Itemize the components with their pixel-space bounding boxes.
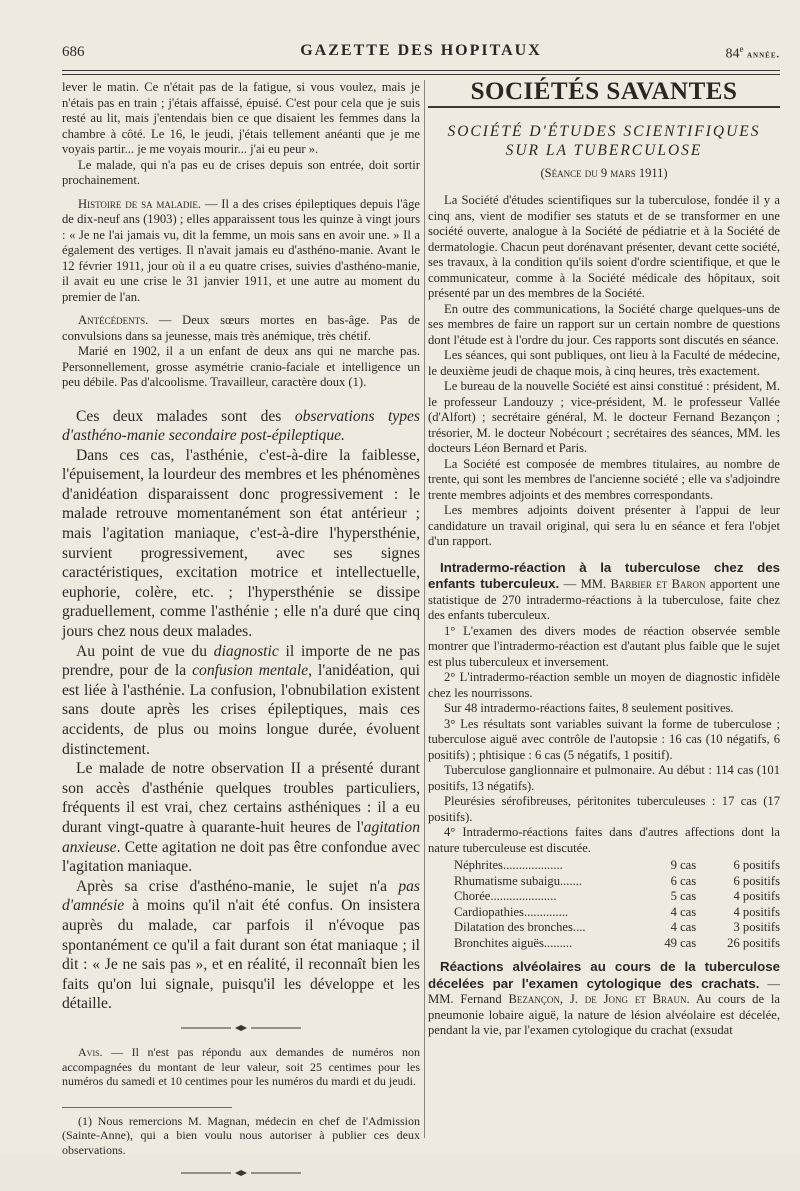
paragraph: Le bureau de la nouvelle Société est ainsi constitué : président, M. le professeur Landouzy ; vice-président, M. le professeur Vallée (d'Alfort) ; secrétaire général, M. le docteur Fernand Bezançon ; trésorier, M. le docteur Nobécourt ; secrétaires des séances, MM. les docteurs Léon Bernard et Paris. — [428, 379, 780, 455]
ornament-divider-bottom — [62, 1167, 420, 1183]
antecedents-heading: Antécédents. — [78, 313, 149, 327]
paragraph: En outre des communications, la Société charge quelques-uns de ses membres de faire un rapport sur un certain nombre de questions dont l'étude est à l'ordre du jour. Ces rapports sont discutés en séance. — [428, 301, 780, 347]
discussion-block — [62, 407, 420, 1014]
footnote: (1) Nous remercions M. Magnan, médecin en chef de l'Admission (Sainte-Anne), qui a bien voulu nous autoriser à publier ces deux observations. — [62, 1113, 420, 1157]
history-heading: Histoire de sa maladie. — [78, 196, 202, 211]
section-title: SOCIÉTÉS SAVANTES — [470, 78, 738, 105]
table-row: Chorée..................... 5 cas 4 positifs — [454, 889, 780, 903]
notice-paragraph: Avis. — Il n'est pas répondu aux demandes de numéros non accompagnées du montant de leur valeur, soit 25 centimes pour les numéros du samedi et 10 centimes pour les numéros du mardi et du jeudi. — [62, 1045, 420, 1089]
paragraph: 2° L'intradermo-réaction semble un moyen de diagnostic infidèle chez les nourrissons. — [428, 670, 780, 700]
communication-1-title: Intradermo-réaction à la tuberculose chez des enfants tuberculeux. — [428, 559, 780, 591]
table-row: Cardiopathies.............. 4 cas 4 positifs — [454, 904, 780, 919]
paragraph: Dans ces cas, l'asthénie, c'est-à-dire la faiblesse, l'épuisement, la lourdeur des membres et les phénomènes d'anidéation disparaissent donc progressivement : le malade retrouve momentanément son état antérieur ; mais l'agitation maniaque, c'est-à-dire l'hypersthénie, survient progressivement, avec ses signes caractéristiques, excitation motrice et intellectuelle, euphorie, colère, etc. ; l'hypersthénie se dissipe graduellement, comme l'asthénie ; elle n'a duré que cinq jours chez nous deux malades. — [62, 446, 420, 641]
paragraph: 1° L'examen des divers modes de réaction observée semble montrer que l'intradermo-réaction est d'autant plus faible que le sujet est plus tuberculeux et inversement. — [428, 623, 780, 669]
right-column — [428, 80, 780, 1039]
page-number: 686 — [62, 44, 85, 60]
paragraph: Pleurésies sérofibreuses, péritonites tuberculeuses : 17 cas (17 positifs). — [428, 794, 780, 824]
column-separator — [424, 80, 425, 1138]
left-column — [62, 80, 420, 1191]
communication-1: Intradermo-réaction à la tuberculose chez des enfants tuberculeux. — MM. Barbier et Baron apportent une statistique de 270 intradermo-réactions à la tuberculose, faite chez des enfants tuberculeux. — [428, 559, 780, 622]
table-row: Bronchites aiguës......... 49 cas 26 positifs — [454, 935, 780, 950]
paragraph: Au point de vue du diagnostic il importe de ne pas prendre, pour de la confusion mentale, l'anidéation, qui est liée à l'asthénie. La confusion, l'obnubilation existent sans doute après les crises épileptiques, mais ces accidents, de plus ou moins longue durée, évoluent distinctement. — [62, 642, 420, 758]
footnote-rule — [62, 1107, 232, 1108]
paragraph: 3° Les résultats sont variables suivant la forme de tuberculose ; tuberculose aiguë avec contrôle de l'autopsie : 16 cas (10 négatifs, 6 positifs) ; phtisique : 6 cas (5 négatifs, 1 positif). — [428, 716, 780, 762]
year-label: 84e année. — [725, 44, 780, 62]
paragraph: lever le matin. Ce n'était pas de la fatigue, si vous voulez, mais je n'étais pas en train ; j'étais affaissé, épuisé. C'est pour cela que je suis resté au lit, mais j'entendais bien ce que disaient les femmes dans la chambre à côté. Le 16, le jeudi, j'étais tellement anéanti que je me voyais partir... je me voyais mourir... j'ai eu peur ». — [62, 80, 420, 156]
results-table — [454, 858, 780, 951]
communication-2-title: Réactions alvéolaires au cours de la tuberculose décelées par l'examen cytologique des crachats. — [428, 959, 780, 991]
paragraph: Les séances, qui sont publiques, ont lieu à la Faculté de médecine, le deuxième jeudi de chaque mois, à cinq heures, très exactement. — [428, 348, 780, 378]
table-row: Dilatation des bronches.... 4 cas 3 positifs — [454, 920, 780, 934]
paragraph: La Société est composée de membres titulaires, au nombre de trente, qui sont les membres de l'ancienne société ; elle va s'adjoindre trente membres adjoints et des membres correspondants. — [428, 456, 780, 502]
paragraph: Sur 48 intradermo-réactions faites, 8 seulement positives. — [444, 701, 734, 715]
history-paragraph: Histoire de sa maladie. — Il a des crises épileptiques depuis l'âge de dix-neuf ans (1903) ; elles apparaissent tous les quinze à vingt jours : « Je ne l'ai jamais vu, dit la femme, un mois sans en avoir une. » Il a également des vertiges. Il n'avait jamais eu d'asthéno-manie. Avant le 12 février 1911, jour où il a eu quatre crises, suivies d'asthéno-manie, il avait eu une crise le 31 janvier 1911, et une autre au moment du premier de l'an. — [62, 196, 420, 304]
paragraph: Tuberculose ganglionnaire et pulmonaire. Au début : 114 cas (101 positifs, 13 négatifs). — [428, 763, 780, 793]
paragraph: Marié en 1902, il a un enfant de deux ans qui ne marche pas. Personnellement, grosse asymétrie cranio-faciale et intelligence un peu débile. Pas d'alcoolisme. Travailleur, caractère doux (1). — [62, 344, 420, 389]
paragraph: Le malade, qui n'a pas eu de crises depuis son entrée, doit sortir prochainement. — [62, 157, 420, 187]
table-row: Rhumatisme subaigu....... 6 cas 6 positifs — [454, 873, 780, 888]
session-date: (Séance du 9 mars 1911) — [540, 165, 668, 180]
section-rule — [428, 106, 780, 108]
paragraph: Après sa crise d'asthéno-manie, le sujet n'a pas d'amnésie à moins qu'il n'ait été confus. On insistera auprès du malade, car parfois il n'évoque pas spontanément ce qu'il a fait durant son état maniaque ; il dit : « Je ne sais pas », et en réalité, il reconnaît bien les faits qu'on lui signale, puisqu'il les développe et les détaille. — [62, 877, 420, 1013]
paragraph: Le malade de notre observation II a présenté durant son accès d'asthénie quelques troubles particuliers, fréquents il est vrai, chez certains asthéniques : il a eu durant vingt-quatre à quarante-huit heures de l'agitation anxieuse. Cette agitation ne doit pas être confondue avec l'agitation maniaque. — [62, 760, 420, 876]
notice-heading: Avis. — [78, 1045, 103, 1060]
header-rule-thin — [62, 74, 780, 75]
paragraph: Ces deux malades sont des observations types d'asthéno-manie secondaire post-épileptique. — [62, 407, 420, 445]
running-header — [62, 40, 780, 66]
paragraph: 4° Intradermo-réactions faites dans d'autres affections dont la nature tuberculeuse est discutée. — [428, 825, 780, 855]
society-title: SOCIÉTÉ D'ÉTUDES SCIENTIFIQUES SUR LA TUBERCULOSE — [447, 122, 761, 159]
header-rule — [62, 70, 780, 71]
communication-2: Réactions alvéolaires au cours de la tuberculose décelées par l'examen cytologique des crachats. — MM. Fernand Bezançon, J. de Jong et Braun. Au cours de la pneumonie lobaire aiguë, la nature de lésion alvéolaire est décelée, pendant la vie, par l'examen cytologique du crachat (exsudat — [428, 959, 780, 1037]
paragraph: La Société d'études scientifiques sur la tuberculose, fondée il y a cinq ans, vient de modifier ses statuts et de se transformer en une société ouverte, analogue à la Société de pédiatrie et à la Société de dermatologie. Chacun peut dorénavant présenter, devant cette société, ses travaux, à la condition qu'ils soient d'ordre scientifique, et que le communicateur, comme à la Société médicale des hôpitaux, soit présenté par un des membres de la Société. — [428, 193, 780, 300]
paragraph: Les membres adjoints doivent présenter à l'appui de leur candidature un travail original, qui sera lu en séance et fera l'objet d'un rapport. — [428, 503, 780, 548]
antecedents-paragraph: Antécédents. — Deux sœurs mortes en bas-âge. Pas de convulsions dans sa jeunesse, mais très anémique, très chétif. — [62, 313, 420, 343]
ornament-divider — [62, 1022, 420, 1038]
journal-title: GAZETTE DES HOPITAUX — [300, 42, 542, 59]
table-row: Néphrites................... 9 cas 6 positifs — [454, 858, 780, 872]
